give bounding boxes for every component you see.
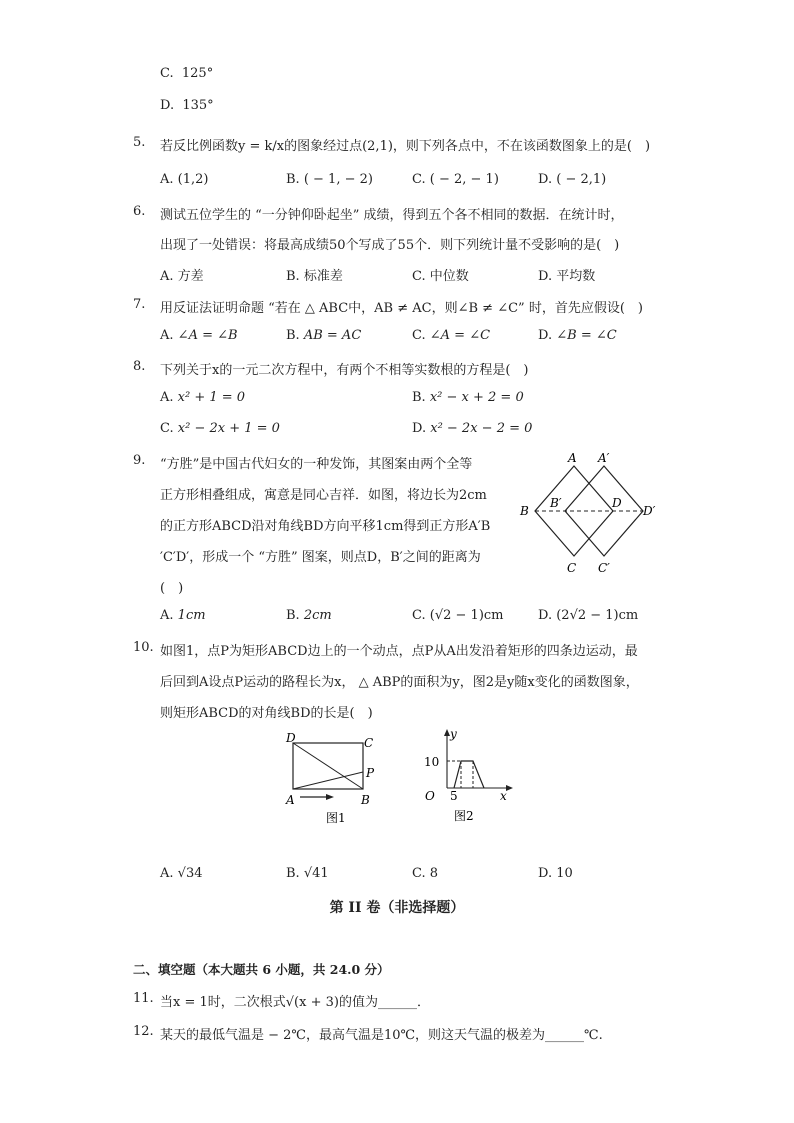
part-title: 第 II 卷（非选择题） xyxy=(329,900,465,916)
question-stem: 某天的最低气温是 − 2℃，最高气温是10℃，则这天气温的极差为______℃. xyxy=(160,1028,603,1043)
section-title: 二、填空题（本大题共 6 小题，共 24.0 分） xyxy=(133,962,390,977)
option-c: C. ∠A = ∠C xyxy=(412,328,491,343)
point-label-a: A xyxy=(568,451,577,465)
option-a: A. √34 xyxy=(160,866,203,881)
point-label-c: C xyxy=(364,736,374,750)
option-a: A. 1cm xyxy=(160,608,206,623)
question-number: 7. xyxy=(133,297,146,312)
question-stem-line: 后回到A设点P运动的路程长为x， △ ABP的面积为y，图2是y随x变化的函数图象， xyxy=(160,675,639,690)
option-c: C. 中位数 xyxy=(412,269,469,284)
option-b: B. 标准差 xyxy=(286,269,343,284)
tick-label-10: 10 xyxy=(424,755,440,769)
figure-caption: 图1 xyxy=(326,811,346,825)
question-number: 11. xyxy=(133,991,154,1006)
question-stem-line: 如图1，点P为矩形ABCD边上的一个动点，点P从A出发沿着矩形的四条边运动，最 xyxy=(160,644,638,659)
question-number: 12. xyxy=(133,1024,154,1039)
option-d: D. 平均数 xyxy=(538,269,596,284)
option-d: D. ( − 2,1) xyxy=(538,172,607,187)
option-c: C. 8 xyxy=(412,866,439,881)
option-d xyxy=(160,98,214,113)
question-stem: 下列关于x的一元二次方程中，有两个不相等实数根的方程是( ) xyxy=(160,363,529,378)
question-stem: 当x = 1时，二次根式√(x + 3)的值为______． xyxy=(160,995,430,1010)
question-stem: 用反证法证明命题 “若在 △ ABC中，AB ≠ AC，则∠B ≠ ∠C” 时，首先应假设( ) xyxy=(160,301,643,316)
question-stem: 若反比例函数y = k/x的图象经过点(2,1)，则下列各点中，不在该函数图象上的是( ) xyxy=(160,139,651,154)
figure-caption: 图2 xyxy=(454,809,474,823)
point-label-b-prime: B′ xyxy=(550,496,562,510)
option-a: A. 方差 xyxy=(160,269,204,284)
point-label-d-prime: D′ xyxy=(643,504,656,518)
option-label: D. xyxy=(160,98,175,113)
point-label-d: D xyxy=(612,496,622,510)
point-label-c-prime: C′ xyxy=(598,561,610,575)
question-stem-line: 出现了一处错误：将最高成绩50个写成了55个．则下列统计量不受影响的是( ) xyxy=(160,238,620,253)
question-number: 9. xyxy=(133,453,146,468)
option-a: A. (1,2) xyxy=(160,172,209,187)
option-b: B. 2cm xyxy=(286,608,332,623)
question-stem-line: ′C′D′，形成一个 “方胜” 图案，则点D，B′之间的距离为 xyxy=(160,550,481,565)
question-stem-line: 的正方形ABCD沿对角线BD方向平移1cm得到正方形A′B xyxy=(160,519,491,534)
option-c: C. ( − 2, − 1) xyxy=(412,172,499,187)
fangsheng-figure xyxy=(510,448,670,578)
rectangle-figure-1 xyxy=(282,728,382,828)
axis-label-y: y xyxy=(450,727,457,741)
option-c: C. x² − 2x + 1 = 0 xyxy=(160,421,280,436)
question-stem-line: “方胜”是中国古代妇女的一种发饰，其图案由两个全等 xyxy=(160,457,473,472)
option-a: A. x² + 1 = 0 xyxy=(160,390,246,405)
question-stem-line: 则矩形ABCD的对角线BD的长是( ) xyxy=(160,706,373,721)
point-label-d: D xyxy=(286,731,296,745)
option-b: B. ( − 1, − 2) xyxy=(286,172,373,187)
option-c: C. (√2 − 1)cm xyxy=(412,608,504,623)
point-label-p: P xyxy=(366,766,375,780)
option-text: 125° xyxy=(181,66,214,81)
question-number: 8. xyxy=(133,359,146,374)
option-a: A. ∠A = ∠B xyxy=(160,328,238,343)
point-label-a: A xyxy=(286,793,295,807)
option-d: D. 10 xyxy=(538,866,573,881)
point-label-c: C xyxy=(567,561,577,575)
axis-label-x: x xyxy=(500,789,507,803)
option-text: 135° xyxy=(182,98,214,113)
option-label: C. xyxy=(160,66,174,81)
question-number: 5. xyxy=(133,135,146,150)
option-d: D. x² − 2x − 2 = 0 xyxy=(412,421,533,436)
question-stem-line: ( ) xyxy=(160,581,184,596)
option-d: D. ∠B = ∠C xyxy=(538,328,617,343)
point-label-a-prime: A′ xyxy=(598,451,610,465)
option-c xyxy=(160,66,213,81)
option-b: B. AB = AC xyxy=(286,328,362,343)
question-stem-line: 正方形相叠组成，寓意是同心吉祥．如图，将边长为2cm xyxy=(160,488,487,503)
point-label-b: B xyxy=(520,504,529,518)
tick-label-5: 5 xyxy=(450,789,458,803)
origin-label: O xyxy=(425,789,435,803)
option-d: D. (2√2 − 1)cm xyxy=(538,608,639,623)
question-stem-line: 测试五位学生的 “一分钟仰卧起坐” 成绩，得到五个各不相同的数据．在统计时， xyxy=(160,208,624,223)
point-label-b: B xyxy=(361,793,370,807)
option-b: B. √41 xyxy=(286,866,329,881)
question-number: 10. xyxy=(133,640,154,655)
question-number: 6. xyxy=(133,204,146,219)
option-b: B. x² − x + 2 = 0 xyxy=(412,390,524,405)
function-graph-figure-2 xyxy=(420,726,520,826)
